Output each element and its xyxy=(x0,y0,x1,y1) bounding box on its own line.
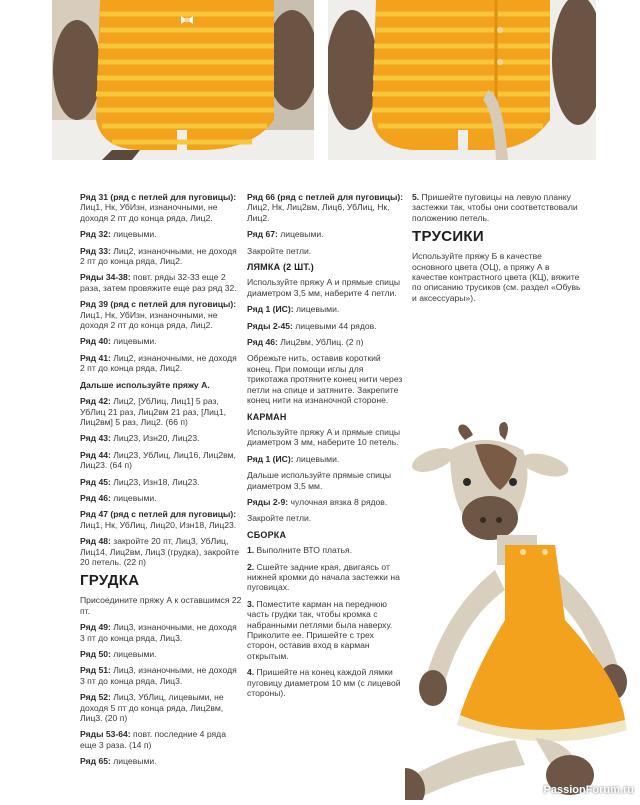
row-44: Ряд 44: Лиц23, УбЛиц, Лиц16, Лиц2вм, Лиц23. (64 п) xyxy=(80,449,236,471)
photo-shorts-front xyxy=(52,0,314,160)
row-66: Ряд 66 (ряд с петлей для пуговицы): Лиц2, Нк, Лиц2вм, Лиц6, УбЛиц, Нк, Лиц2. xyxy=(247,192,404,223)
straps-intro: Используйте пряжу А и прямые спицы диаметром 3,5 мм, наберите 4 петли. xyxy=(247,277,401,298)
pocket-close: Закройте петли. xyxy=(247,513,312,524)
assembly-step-4: 4. Пришейте на конец каждой лямки пуговицу диаметром 10 мм (с лицевой стороны). xyxy=(247,667,401,699)
rows-53-64: Ряды 53-64: повт. последние 4 ряда еще 3 раза. (14 п) xyxy=(80,729,226,750)
column-left xyxy=(80,192,242,773)
pocket-needles-note: Дальше используйте прямые спицы диаметром 3,5 мм. xyxy=(247,470,392,491)
straps-row-46: Ряд 46: Лиц2вм, УбЛиц. (2 п) xyxy=(247,337,364,348)
row-46: Ряд 46: лицевыми. xyxy=(80,492,157,503)
section-heading-pocket: КАРМАН xyxy=(247,411,287,422)
row-65: Ряд 65: лицевыми. xyxy=(80,756,157,767)
section-heading-bodice: ГРУДКА xyxy=(80,572,140,590)
row-67: Ряд 67: лицевыми. xyxy=(247,229,324,240)
section-heading-panties: ТРУСИКИ xyxy=(412,228,484,246)
row-45: Ряд 45: Лиц23, Изн18, Лиц23. xyxy=(80,476,200,487)
yarn-a-note: Дальше используйте пряжу А. xyxy=(80,379,210,390)
row-47: Ряд 47 (ряд с петлей для пуговицы): Лиц1, Нк, УбЛиц, Лиц20, Изн18, Лиц23. xyxy=(80,509,237,530)
row-43: Ряд 43: Лиц23, Изн20, Лиц23. xyxy=(80,433,200,444)
row-40: Ряд 40: лицевыми. xyxy=(80,336,157,347)
section-heading-straps: ЛЯМКА (2 ШТ.) xyxy=(247,262,314,273)
pocket-row-1: Ряд 1 (ИС): лицевыми. xyxy=(247,453,340,464)
row-33: Ряд 33: Лиц2, изнаночными, не доходя 2 пт до конца ряда, Лиц2. xyxy=(80,245,237,267)
row-52: Ряд 52: Лиц3, УбЛиц, лицевыми, не доходя 5 пт до конца ряда, Лиц2вм, Лиц3. (20 п) xyxy=(80,692,224,724)
straps-row-1: Ряд 1 (ИС): лицевыми. xyxy=(247,304,340,315)
row-39: Ряд 39 (ряд с петлей для пуговицы): Лиц1, Нк, УбИзн, изнаночными, не доходя 2 пт до конца ряда, Лиц2. xyxy=(80,299,237,331)
straps-rows-2-45: Ряды 2-45: лицевыми 44 рядов. xyxy=(247,320,377,331)
row-42: Ряд 42: Лиц2, [УбЛиц, Лиц1] 5 раз, УбЛиц 21 раз, Лиц2вм 21 раз, [Лиц1, Лиц2вм] 5 раз, Лиц2. (66 п) xyxy=(80,396,227,427)
assembly-step-5: 5. Пришейте пуговицы на левую планку застежки так, чтобы они соответствовали положению петель. xyxy=(412,192,578,223)
assembly-step-2: 2. Сшейте задние края, двигаясь от нижней кромки до начала застежки на пуговицах. xyxy=(247,561,400,593)
pocket-rows-2-9: Ряды 2-9: чулочная вязка 8 рядов. xyxy=(247,496,388,507)
row-49: Ряд 49: Лиц3, изнаночными, не доходя 3 пт до конца ряда, Лиц3. xyxy=(80,622,237,643)
row-41: Ряд 41: Лиц2, изнаночными, не доходя 2 пт до конца ряда, Лиц2. xyxy=(80,352,237,374)
row-48: Ряд 48: закройте 20 пт, Лиц3, УбЛиц, Лиц14, Лиц2вм, Лиц3 (грудка), закройте 20 петель. (22 п) xyxy=(80,536,240,567)
pocket-intro: Используйте пряжу А и прямые спицы диаметром 3 мм, наберите 10 петель. xyxy=(247,426,401,448)
photo-giraffe-doll xyxy=(405,420,640,800)
row-51: Ряд 51: Лиц3, изнаночными, не доходя 3 пт до конца ряда, Лиц3. xyxy=(80,665,237,686)
photo-shorts-back xyxy=(328,0,596,160)
column-right xyxy=(412,192,582,309)
column-middle xyxy=(247,192,405,704)
straps-finish: Обрежьте нить, оставив короткий конец. При помощи иглы для трикотажа протяните конец нити через петли на спице и затяните. Закрепите конец нити на изнаночной стороне. xyxy=(247,353,403,406)
section-heading-assembly: СБОРКА xyxy=(247,529,287,540)
panties-text: Используйте пряжу Б в качестве основного цвета (ОЦ), а пряжу А в качестве контрастного цвета (КЦ), вяжите по описанию трусиков (см. раздел «Обувь и аксессуары»). xyxy=(412,251,581,303)
row-50: Ряд 50: лицевыми. xyxy=(80,649,157,659)
assembly-step-3: 3. Поместите карман на переднюю часть грудки так, чтобы кромка с набранными петлями была наверху. Приколите ее. Пришейте с трех сторон, оставив вход в карман открытым. xyxy=(247,598,393,661)
row-31: Ряд 31 (ряд с петлей для пуговицы): Лиц1, Нк, УбИзн, изнаночными, не доходя 2 пт до конца ряда, Лиц2. xyxy=(80,192,237,223)
watermark: PassionForum.ru xyxy=(543,784,634,796)
assembly-step-1: 1. Выполните ВТО платья. xyxy=(247,545,353,556)
assembly-list xyxy=(247,545,405,698)
rows-34-38: Ряды 34-38: повт. ряды 32-33 еще 2 раза, затем провяжите еще раз ряд 32. xyxy=(80,272,237,293)
row-32: Ряд 32: лицевыми. xyxy=(80,229,157,240)
bodice-intro: Присоедините пряжу А к оставшимся 22 пт. xyxy=(80,595,242,616)
close-stitches: Закройте петли. xyxy=(247,245,312,256)
